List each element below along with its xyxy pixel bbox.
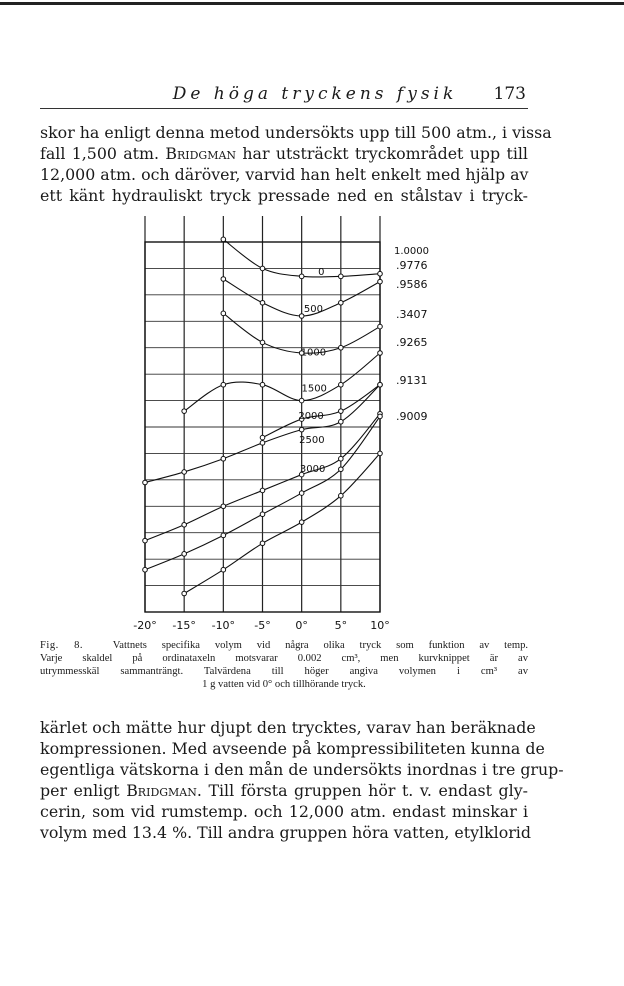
chart-grid [145,216,380,612]
page-number: 173 [493,84,526,104]
text-line: kärlet och mätte hur djupt den trycktes, varav han beräknade [40,718,536,737]
caption-line: utrymmesskäl sammanträngt. Talvärdena till höger angiva volymen i cm³ av [40,666,528,677]
data-point [182,470,187,475]
data-point [299,427,304,432]
data-point [378,414,383,419]
data-point [339,300,344,305]
author-name: Bridgman [165,144,237,163]
text-line: ett känt hydrauliskt tryck pressade ned en stålstav i tryck- [40,186,528,205]
x-tick-label: 10° [370,619,390,632]
author-name: Bridgman [126,781,197,800]
data-point [378,271,383,276]
data-point [339,409,344,414]
figure-label: Fig. 8. [40,640,84,651]
curve-label: 1500 [301,383,327,395]
data-point [260,382,265,387]
caption-text: Vattnets specifika volym vid några olika tryck som funktion av temp. [112,640,529,651]
data-point [260,441,265,446]
data-point [299,398,304,403]
text-line: volym med 13.4 %. Till andra gruppen höra vatten, etylklorid [40,823,531,842]
data-point [260,266,265,271]
data-point [182,591,187,596]
data-point [221,311,226,316]
curve-label: 0 [318,267,325,279]
right-value-label: 1.0000 [394,246,429,257]
right-value-label: .9776 [396,259,428,272]
data-point [221,533,226,538]
x-tick-label: -5° [254,619,271,632]
data-point [182,522,187,527]
data-point [260,340,265,345]
caption-line: 1 g vatten vid 0° och tillhörande tryck. [202,679,366,690]
x-tick-label: -15° [172,619,196,632]
data-point [339,419,344,424]
bottom-paragraph [40,717,564,843]
text-line: cerin, som vid rumstemp. och 12,000 atm. endast minskar i [40,802,528,821]
x-tick-label: 0° [295,619,308,632]
right-value-label: .3407 [396,308,428,321]
data-point [299,520,304,525]
curve-label: 1000 [300,347,327,359]
chart-x-ticks [133,619,389,632]
data-point [260,300,265,305]
data-point [221,504,226,509]
chart-labels [298,267,327,475]
data-point [221,237,226,242]
data-point [339,382,344,387]
series-line-1500 [184,353,380,411]
data-point [339,456,344,461]
text-line: 12,000 atm. och däröver, varvid han helt enkelt med hjälp av [40,165,529,184]
data-point [378,279,383,284]
data-point [339,345,344,350]
curve-label: 2500 [299,434,325,446]
caption-line [40,639,528,652]
data-point [221,382,226,387]
data-point [378,382,383,387]
data-point [260,488,265,493]
data-point [339,467,344,472]
text-line: skor ha enligt denna metod undersökts upp till 500 atm., i vissa [40,123,552,142]
data-point [260,435,265,440]
right-value-label: .9131 [396,374,428,387]
data-point [143,567,148,572]
data-point [299,274,304,279]
data-point [378,351,383,356]
series-line-4000 [184,453,380,593]
data-point [221,456,226,461]
data-point [221,277,226,282]
data-point [182,552,187,557]
text-line: kompressionen. Med avseende på kompressibiliteten kunna de [40,739,545,758]
curve-label: 3000 [299,463,326,475]
text-fragment: per enligt [40,781,127,800]
curve-label: 500 [303,304,323,316]
x-tick-label: -20° [133,619,157,632]
x-tick-label: -10° [211,619,236,632]
data-point [260,512,265,517]
data-point [260,541,265,546]
data-point [378,324,383,329]
data-point [143,538,148,543]
data-point [182,409,187,414]
right-value-label: .9586 [396,278,428,291]
right-value-label: .9009 [396,410,428,423]
data-point [339,493,344,498]
chart-right-values [394,246,429,423]
text-fragment: fall 1,500 atm. [40,144,166,163]
text-line: egentliga vätskorna i den mån de undersökts inordnas i tre grup- [40,760,564,779]
data-point [339,274,344,279]
text-line [40,780,528,801]
caption-line: Varje skaldel på ordinataxeln motsvarar 0.002 cm³, men kurvknippet är av [40,653,528,664]
data-point [221,567,226,572]
curve-label: 2000 [298,411,324,423]
running-title: De höga tryckens fysik [172,84,458,104]
data-point [143,480,148,485]
text-fragment: . Till första gruppen hör t. v. endast gly- [196,781,528,800]
figure-caption [40,639,528,691]
right-value-label: .9265 [396,336,428,349]
data-point [299,491,304,496]
x-tick-label: 5° [334,619,348,632]
text-fragment: har utsträckt tryckområdet upp till [236,144,528,163]
data-point [378,451,383,456]
